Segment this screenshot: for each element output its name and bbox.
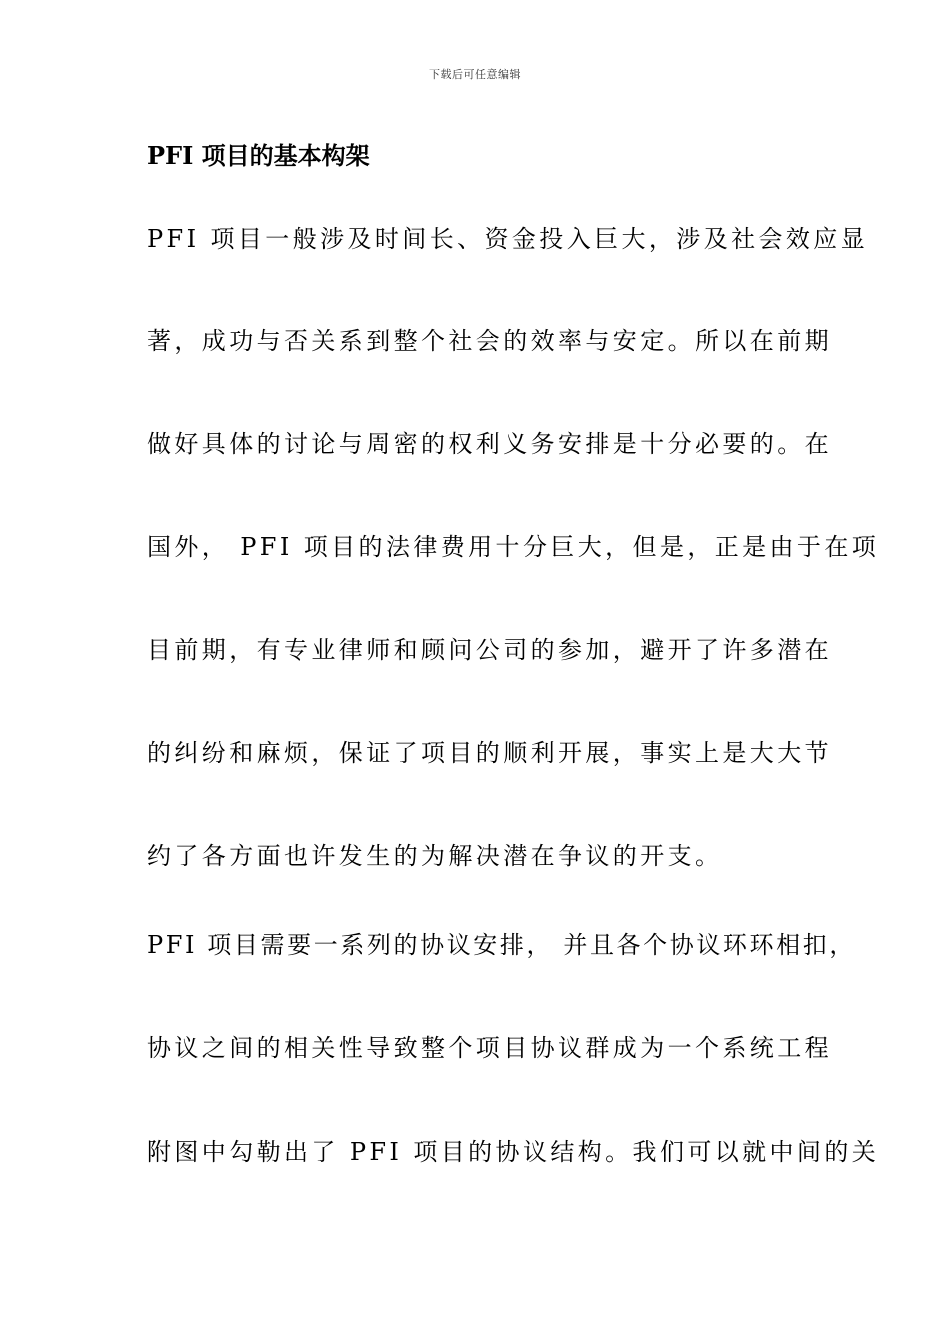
paragraph-line: PFI 项目需要一系列的协议安排， 并且各个协议环环相扣， bbox=[147, 931, 856, 959]
paragraph-line: 协议之间的相关性导致整个项目协议群成为一个系统工程 bbox=[147, 1034, 832, 1062]
document-title: PFI 项目的基本构架 bbox=[147, 141, 370, 170]
paragraph-line: 国外， PFI 项目的法律费用十分巨大，但是，正是由于在项 bbox=[147, 533, 880, 561]
paragraph-line: 目前期，有专业律师和顾问公司的参加，避开了许多潜在 bbox=[147, 636, 832, 664]
header-note: 下载后可任意编辑 bbox=[429, 68, 521, 81]
paragraph-line: 附图中勾勒出了 PFI 项目的协议结构。我们可以就中间的关 bbox=[147, 1138, 880, 1166]
paragraph-line: 约了各方面也许发生的为解决潜在争议的开支。 bbox=[147, 842, 723, 870]
paragraph-line: PFI 项目一般涉及时间长、资金投入巨大，涉及社会效应显 bbox=[147, 225, 869, 253]
paragraph-line: 做好具体的讨论与周密的权利义务安排是十分必要的。在 bbox=[147, 430, 832, 458]
paragraph-line: 的纠纷和麻烦，保证了项目的顺利开展，事实上是大大节 bbox=[147, 739, 832, 767]
paragraph-line: 著，成功与否关系到整个社会的效率与安定。所以在前期 bbox=[147, 327, 832, 355]
